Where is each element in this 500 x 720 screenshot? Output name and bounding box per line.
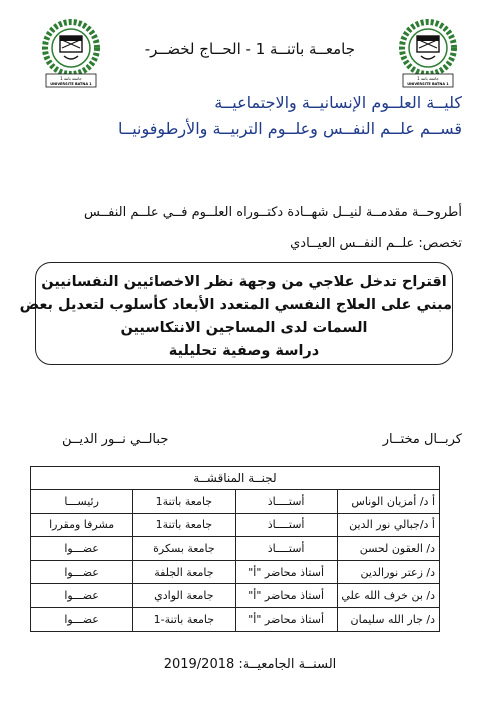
university-name: جامعــة باتنــة 1 - الحــاج لخضــر- [144,40,355,58]
jury-member-rank: أستاذ محاضر "أ" [235,560,337,584]
jury-member-institution: جامعة باتنة1 [133,490,235,514]
thesis-degree: أطروحــة مقدمــة لنيــل شهــادة دكتــوراه العلــوم فــي علــم النفــس [83,205,462,220]
jury-row [31,513,440,537]
jury-member-name: د/ جار الله سليمان [337,607,439,631]
jury-row [31,490,440,514]
jury-member-role: مشرفا ومقررا [31,513,133,537]
jury-row [31,584,440,608]
student-name: كربــال مختــار [382,432,462,447]
faculty-name: كليــة العلــوم الإنسانيــة والاجتماعيــة [214,93,462,112]
thesis-subtitle: دراسة وصفية تحليلية [168,343,320,359]
jury-member-rank: أستاذ محاضر "أ" [235,607,337,631]
department-name: قســم علــم النفــس وعلــوم التربيــة والأرطوفونيــا [117,119,462,138]
academic-year: السنــة الجامعيــة: 2019/2018 [163,657,337,672]
jury-member-name: د/ العقون لحسن [337,537,439,561]
jury-member-institution: جامعة باتنة1 [133,513,235,537]
jury-member-rank: أستــــاذ [235,513,337,537]
jury-member-institution: جامعة الجلفة [133,560,235,584]
supervisor-name: جبالــي نــور الديــن [62,432,169,447]
jury-row [31,537,440,561]
jury-member-rank: أستاذ محاضر "أ" [235,584,337,608]
jury-member-rank: أستــــاذ [235,537,337,561]
jury-row [31,607,440,631]
logo-caption-ar: جامعة باتنة 1 [417,76,439,81]
jury-title: لجنــة المناقشــة [31,467,440,490]
jury-member-institution: جامعة باتنة-1 [133,607,235,631]
jury-member-role: عضـــوا [31,584,133,608]
logo-caption-ar: جامعة باتنة 1 [60,76,82,81]
jury-header-row [31,467,440,490]
thesis-title-line: اقتراح تدخل علاجي من وجهة نظر الاخصائيين النفسانيين [41,274,447,290]
jury-member-role: عضـــوا [31,537,133,561]
jury-member-institution: جامعة بسكرة [133,537,235,561]
jury-member-name: أ د/ أمزيان الوناس [337,490,439,514]
thesis-title-line: مبني على العلاج النفسي المتعدد الأبعاد كأسلوب لتعديل بعض [19,297,452,313]
university-logo-left [38,18,104,90]
logo-caption-fr: UNIVERSITE BATNA 1 [50,82,92,86]
jury-member-institution: جامعة الوادي [133,584,235,608]
jury-member-rank: أستــــاذ [235,490,337,514]
thesis-title-box [19,262,453,365]
jury-member-role: عضـــوا [31,607,133,631]
jury-member-name: د/ زعتر نورالدين [337,560,439,584]
thesis-title-line: السمات لدى المساجين الانتكاسيين [120,320,368,336]
university-logo-right [395,18,461,90]
logo-caption-fr: UNIVERSITE BATNA 1 [407,82,449,86]
jury-member-name: د/ بن خرف الله علي [337,584,439,608]
jury-member-name: أ د/جبالي نور الدين [337,513,439,537]
jury-member-role: رئيســـا [31,490,133,514]
jury-row [31,560,440,584]
thesis-specialty: تخصص: علــم النفــس العيــادي [290,236,462,251]
jury-table [30,466,440,632]
jury-member-role: عضـــوا [31,560,133,584]
